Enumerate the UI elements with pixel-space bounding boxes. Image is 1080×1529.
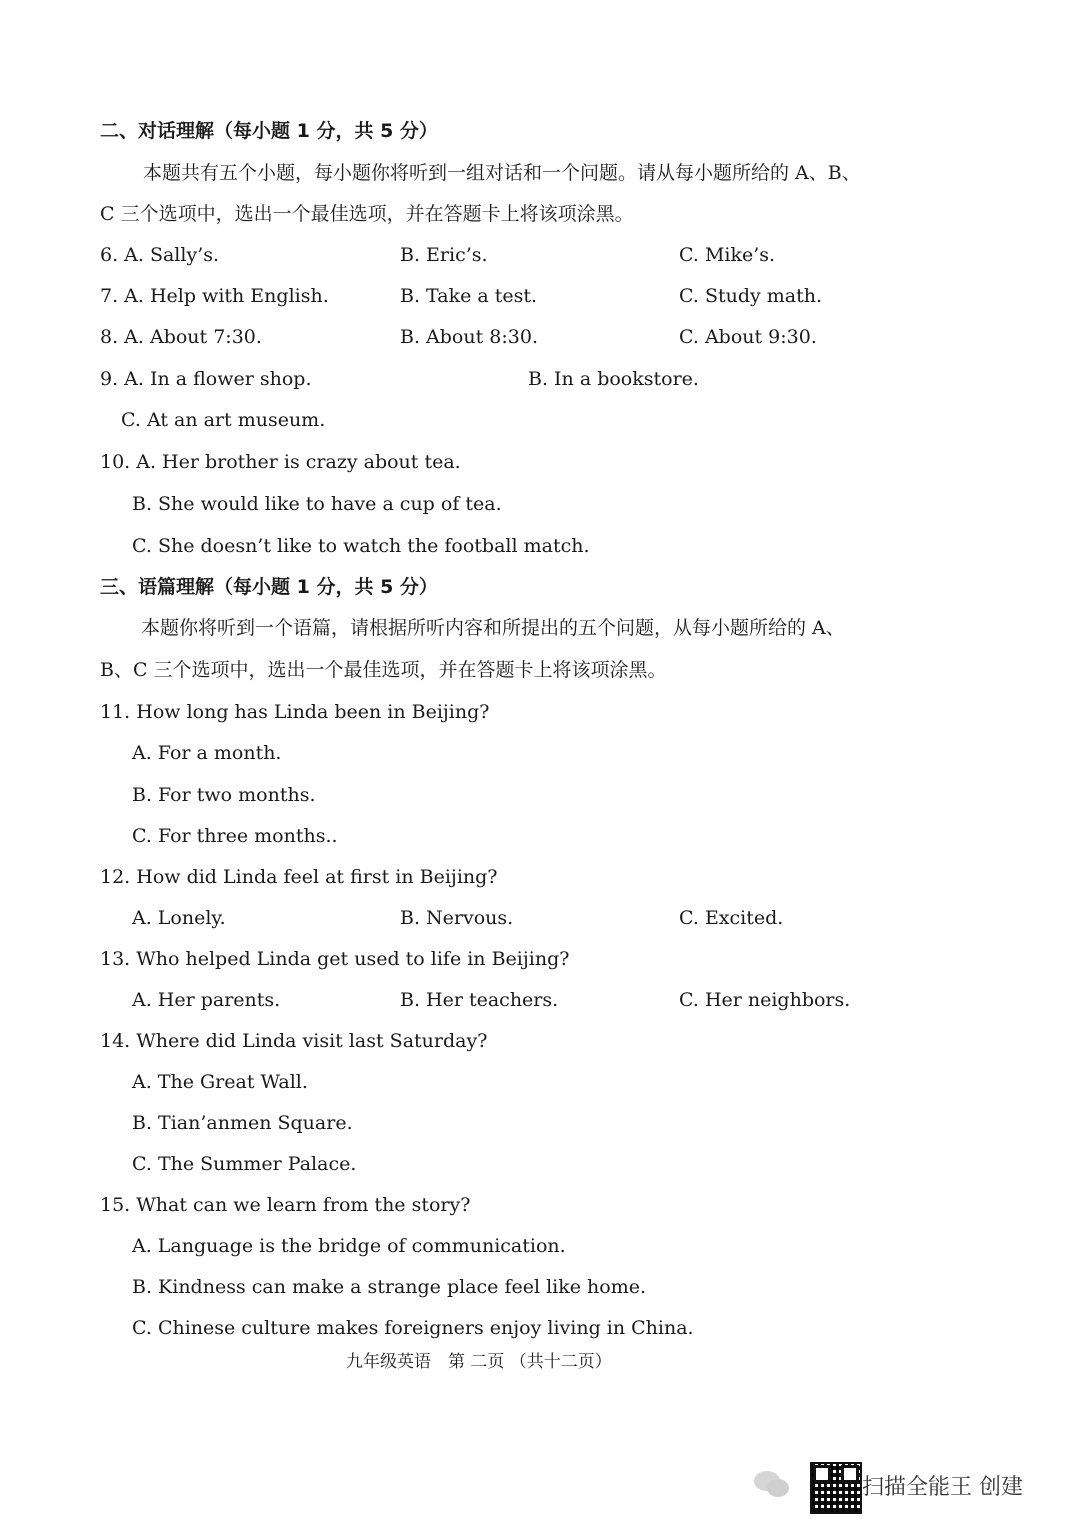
q9-option-a: 9. A. In a flower shop. bbox=[100, 368, 312, 390]
q7-option-a: 7. A. Help with English. bbox=[100, 285, 329, 307]
q13-option-b: B. Her teachers. bbox=[400, 989, 559, 1011]
q11-option-b: B. For two months. bbox=[132, 784, 316, 806]
q6-option-b: B. Eric’s. bbox=[400, 244, 488, 266]
q14-option-c: C. The Summer Palace. bbox=[132, 1153, 357, 1175]
q7-option-b: B. Take a test. bbox=[400, 285, 538, 307]
q12-option-c: C. Excited. bbox=[679, 907, 784, 929]
section-3-heading: 三、语篇理解（每小题 1 分，共 5 分） bbox=[100, 576, 438, 598]
q7-option-c: C. Study math. bbox=[679, 285, 823, 307]
q10-option-c: C. She doesn’t like to watch the football match. bbox=[132, 535, 590, 557]
q6-option-c: C. Mike’s. bbox=[679, 244, 776, 266]
q11-option-a: A. For a month. bbox=[132, 742, 282, 764]
q14-question: 14. Where did Linda visit last Saturday? bbox=[100, 1030, 488, 1052]
q12-option-b: B. Nervous. bbox=[400, 907, 514, 929]
q10-option-b: B. She would like to have a cup of tea. bbox=[132, 493, 502, 515]
section-3-instructions-1: 本题你将听到一个语篇，请根据所听内容和所提出的五个问题，从每小题所给的 A、 bbox=[141, 617, 845, 639]
qr-code-icon bbox=[810, 1462, 862, 1514]
wechat-icon bbox=[752, 1468, 792, 1500]
scanner-watermark: 扫描全能王 创建 bbox=[862, 1475, 1023, 1500]
section-2-instructions-1: 本题共有五个小题，每小题你将听到一组对话和一个问题。请从每小题所给的 A、B、 bbox=[143, 162, 861, 184]
section-3-instructions-2: B、C 三个选项中，选出一个最佳选项，并在答题卡上将该项涂黑。 bbox=[100, 659, 667, 681]
q12-question: 12. How did Linda feel at first in Beijing? bbox=[100, 866, 498, 888]
q13-option-c: C. Her neighbors. bbox=[679, 989, 851, 1011]
q15-option-c: C. Chinese culture makes foreigners enjoy living in China. bbox=[132, 1317, 694, 1339]
q11-question: 11. How long has Linda been in Beijing? bbox=[100, 701, 490, 723]
q9-option-b: B. In a bookstore. bbox=[528, 368, 699, 390]
page-footer: 九年级英语 第 二页 （共十二页） bbox=[346, 1352, 612, 1372]
q8-option-c: C. About 9:30. bbox=[679, 326, 817, 348]
q10-option-a: 10. A. Her brother is crazy about tea. bbox=[100, 451, 461, 473]
q15-option-a: A. Language is the bridge of communication. bbox=[132, 1235, 566, 1257]
q15-option-b: B. Kindness can make a strange place feel like home. bbox=[132, 1276, 647, 1298]
q6-option-a: 6. A. Sally’s. bbox=[100, 244, 220, 266]
q9-option-c: C. At an art museum. bbox=[121, 409, 326, 431]
q13-option-a: A. Her parents. bbox=[132, 989, 281, 1011]
q14-option-a: A. The Great Wall. bbox=[132, 1071, 308, 1093]
q14-option-b: B. Tian’anmen Square. bbox=[132, 1112, 353, 1134]
q12-option-a: A. Lonely. bbox=[132, 907, 226, 929]
q8-option-b: B. About 8:30. bbox=[400, 326, 538, 348]
section-2-instructions-2: C 三个选项中，选出一个最佳选项，并在答题卡上将该项涂黑。 bbox=[100, 203, 634, 225]
section-2-heading: 二、对话理解（每小题 1 分，共 5 分） bbox=[100, 120, 438, 142]
q15-question: 15. What can we learn from the story? bbox=[100, 1194, 471, 1216]
q8-option-a: 8. A. About 7:30. bbox=[100, 326, 262, 348]
q13-question: 13. Who helped Linda get used to life in Beijing? bbox=[100, 948, 570, 970]
q11-option-c: C. For three months.. bbox=[132, 825, 338, 847]
